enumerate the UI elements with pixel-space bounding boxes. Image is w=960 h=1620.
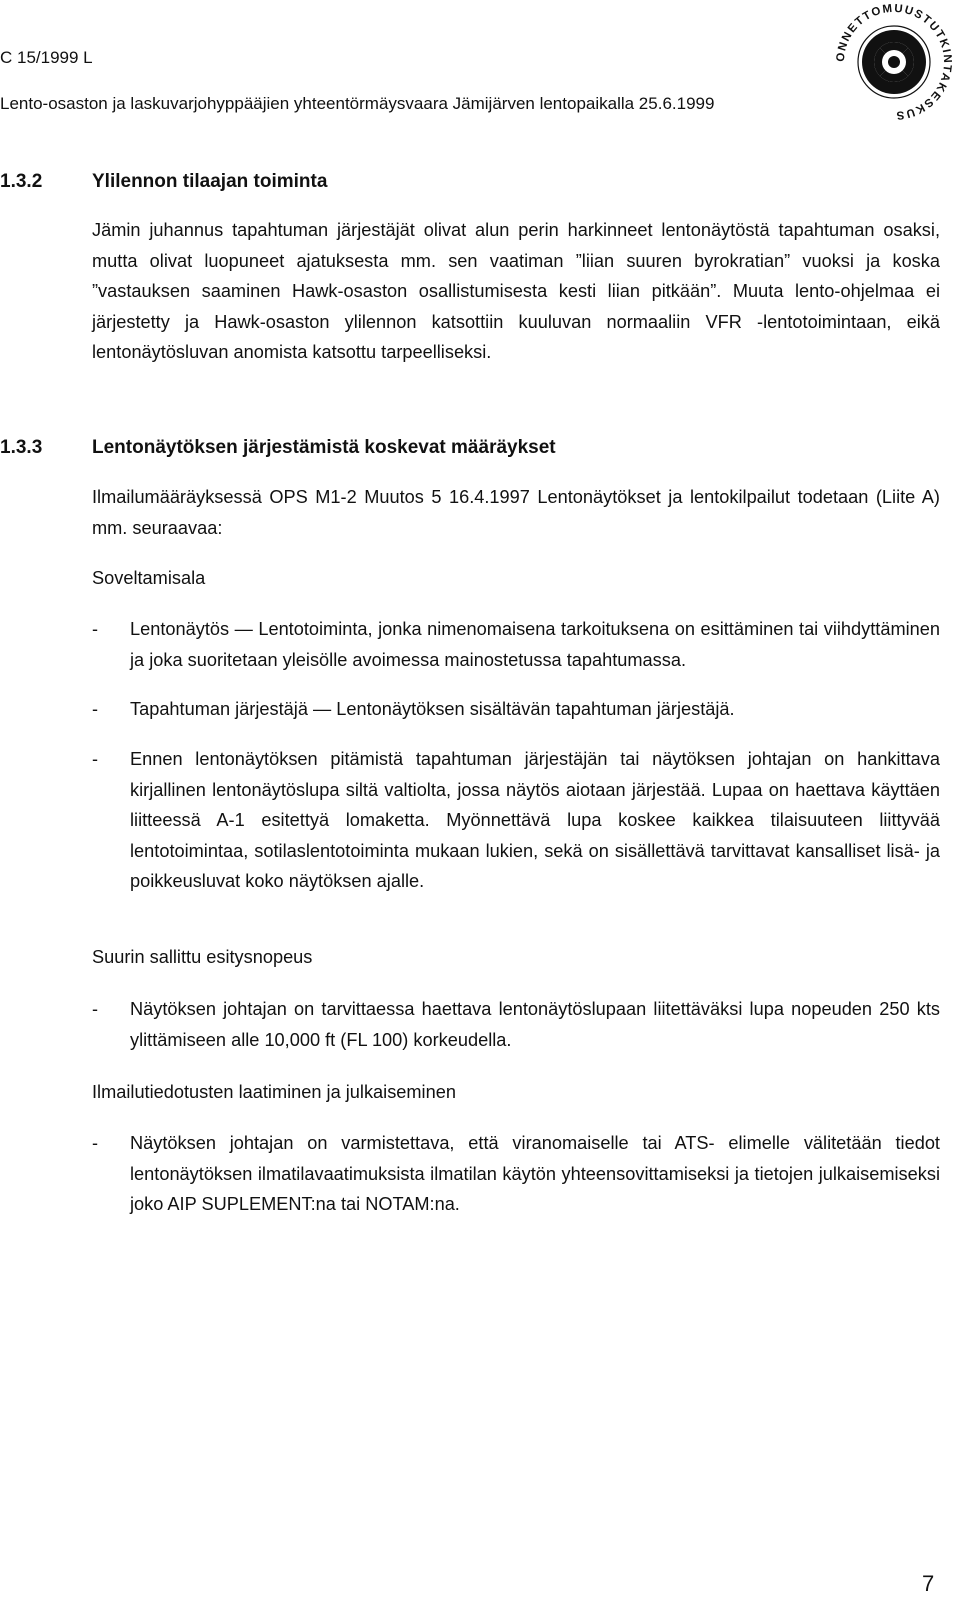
document-subtitle: Lento-osaston ja laskuvarjohyppääjien yhteentörmäysvaara Jämijärven lentopaikalla 25.6.1999: [0, 94, 715, 113]
section-title: Ylilennon tilaajan toiminta: [92, 171, 328, 192]
list-item: Näytöksen johtajan on varmistettava, että viranomaiselle tai ATS- elimelle välitetään tiedot lentonäytöksen ilmatilavaatimuksista ilmatilan käytön yhteensovittamiseksi ja tietojen julkaisemiseksi joko AIP SUPLEMENT:na tai NOTAM:na.: [130, 1133, 940, 1214]
section-title: Lentonäytöksen järjestämistä koskevat määräykset: [92, 437, 556, 458]
section-number: 1.3.2: [0, 171, 43, 192]
paragraph: Jämin juhannus tapahtuman järjestäjät olivat alun perin harkinneet lentonäytöstä tapahtuman osaksi, mutta olivat luopuneet ajatuksesta mm. sen vaatiman ”liian suuren byrokratian” vuoksi ja koska ”vastauksen saaminen Hawk-osaston osallistumisesta kesti liian pitkään”. Muuta lento-ohjelmaa ei järjestetty ja Hawk-osaston ylilennon katsottiin kuuluvan normaaliin VFR -lentotoimintaan, eikä lentonäytösluvan anomista katsottu tarpeelliseksi.: [92, 220, 940, 362]
list-item: Ennen lentonäytöksen pitämistä tapahtuman järjestäjän tai näytöksen johtajan on hankittava kirjallinen lentonäytöslupa siltä valtiolta, jossa näytös aiotaan järjestää. Lupaa on haettava käyttäen liitteessä A-1 esitettyä lomaketta. Myönnettävä lupa koskee kaikkea tilaisuuteen liittyvää lentotoimintaa, sotilaslentotoiminta mukaan lukien, sekä on sisällettävä tarvittavat kansalliset lisä- ja poikkeusluvat koko näytöksen ajalle.: [130, 749, 940, 891]
subheading: Ilmailutiedotusten laatiminen ja julkaiseminen: [92, 1082, 456, 1102]
list-item: Näytöksen johtajan on tarvittaessa haettava lentonäytöslupaan liitettäväksi lupa nopeuden 250 kts ylittämiseen alle 10,000 ft (FL 100) korkeudella.: [130, 999, 940, 1050]
logo-text: ONNETTOMUUSTUTKINTAKESKUS: [834, 2, 954, 122]
document-id: C 15/1999 L: [0, 48, 93, 67]
section-number: 1.3.3: [0, 437, 43, 458]
list-item: Tapahtuman järjestäjä — Lentonäytöksen sisältävän tapahtuman järjestäjä.: [130, 699, 735, 719]
list-dash: -: [92, 999, 98, 1019]
page-number: 7: [922, 1571, 935, 1596]
list-dash: -: [92, 749, 98, 769]
list-dash: -: [92, 1133, 98, 1153]
subheading: Soveltamisala: [92, 568, 206, 588]
list-dash: -: [92, 699, 98, 719]
list-item: Lentonäytös — Lentotoiminta, jonka nimenomaisena tarkoituksena on esittäminen tai viihdyttäminen ja joka suoritetaan yleisölle avoimessa mainostetussa tapahtumassa.: [130, 619, 940, 670]
subheading: Suurin sallittu esitysnopeus: [92, 947, 313, 967]
list-dash: -: [92, 619, 98, 639]
paragraph: Ilmailumääräyksessä OPS M1-2 Muutos 5 16.4.1997 Lentonäytökset ja lentokilpailut todetaan (Liite A) mm. seuraavaa:: [92, 487, 940, 538]
spiral-icon: [862, 30, 926, 94]
agency-logo: [832, 0, 956, 124]
